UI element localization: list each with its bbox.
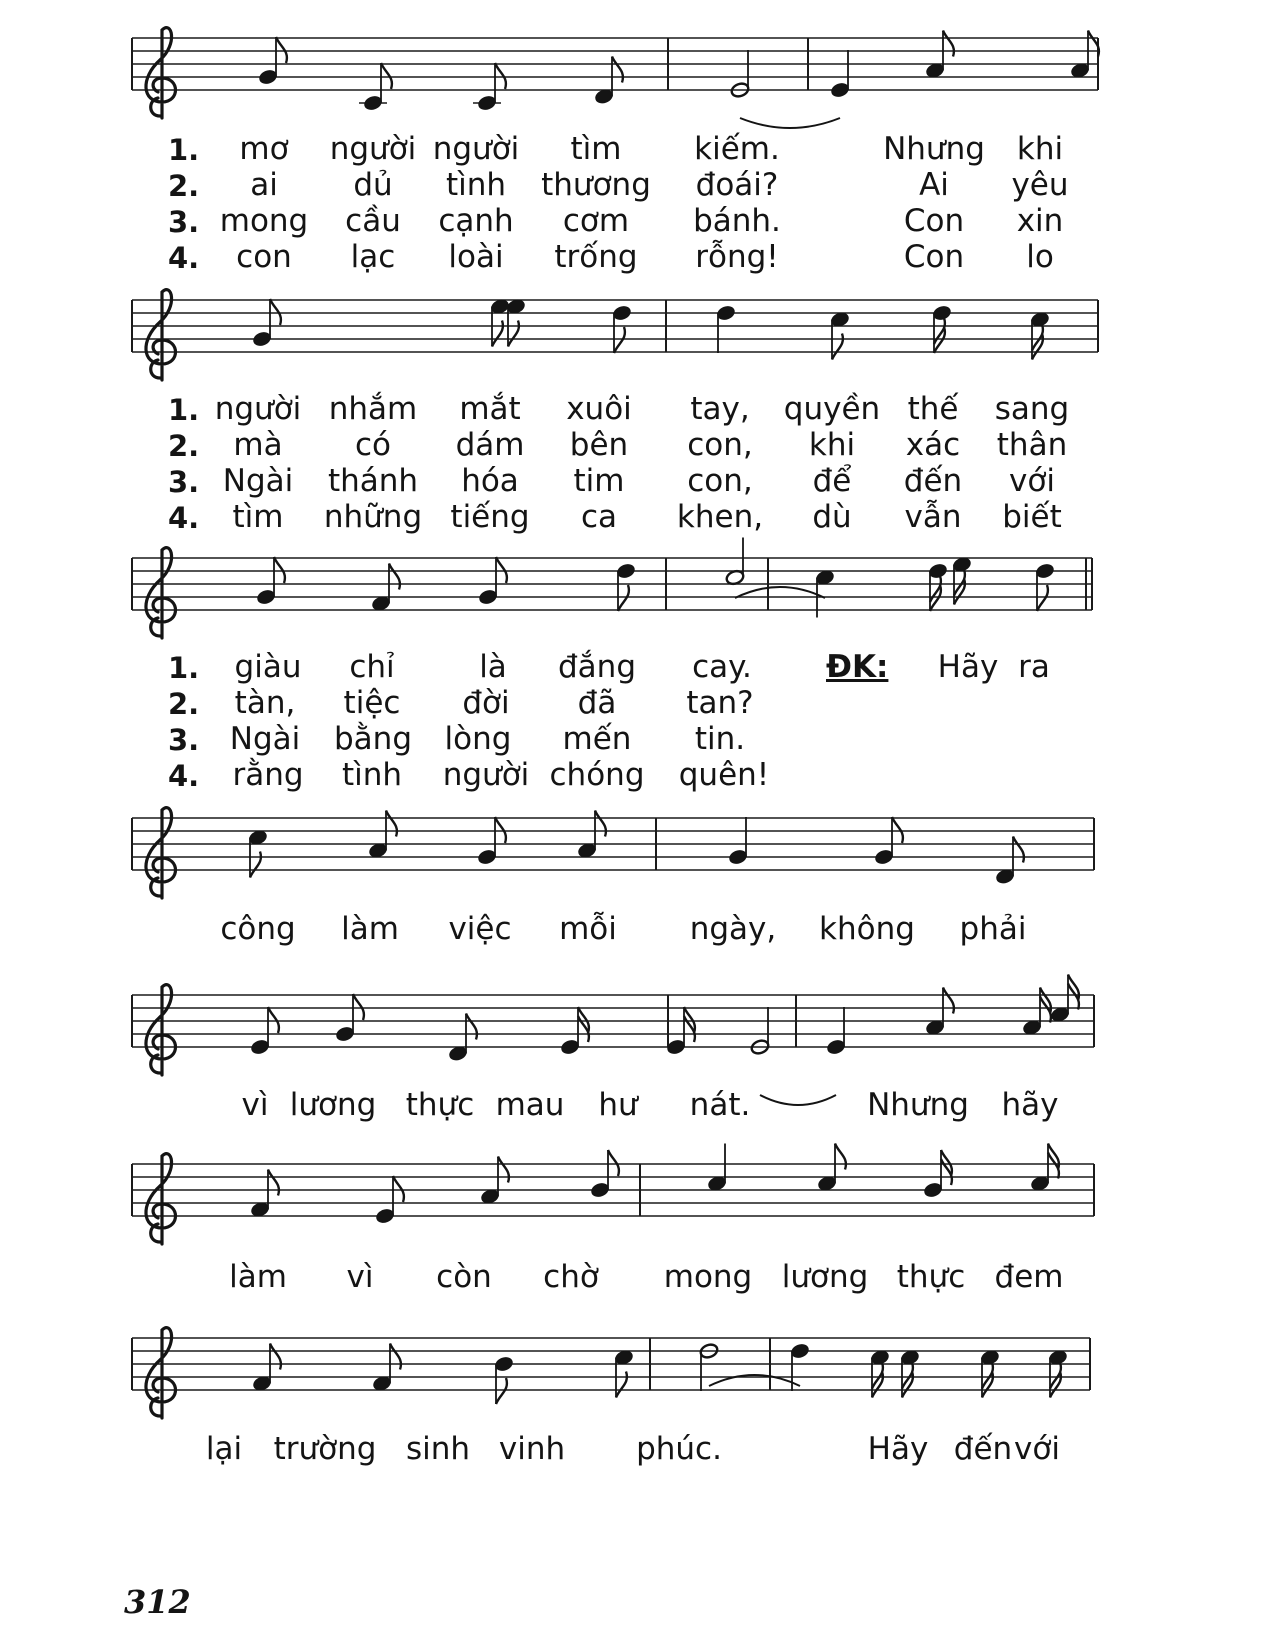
lyric-word: bánh. <box>693 203 781 239</box>
lyric-word: con, <box>687 463 753 499</box>
lyric-word: tình <box>341 757 403 793</box>
lyric-word: là <box>479 649 507 685</box>
lyric-word: với <box>1009 463 1055 499</box>
lyric-word: làm <box>341 911 399 947</box>
lyric-word: thực <box>405 1087 475 1123</box>
lyric-word: xuôi <box>566 391 632 427</box>
lyric-word: mỗi <box>559 911 617 947</box>
lyric-word: tan? <box>686 685 754 721</box>
lyric-word: để <box>812 463 852 499</box>
lyric-word: cay. <box>692 649 752 685</box>
lyric-word: khi <box>1016 131 1064 167</box>
lyric-word: người <box>214 391 302 427</box>
lyric-word: Ngài <box>222 463 294 499</box>
verse-number: 3. <box>168 465 200 499</box>
lyric-word: chỉ <box>349 649 395 685</box>
lyric-word: Con <box>903 239 965 275</box>
verse-number: 2. <box>168 687 200 721</box>
lyric-word: đến <box>903 463 963 499</box>
lyric-word: Ai <box>919 167 949 203</box>
lyric-word: tìm <box>232 499 284 535</box>
lyric-word: trường <box>273 1431 377 1467</box>
lyric-word: mau <box>495 1087 565 1123</box>
lyric-word: khen, <box>676 499 764 535</box>
lyric-word: Ngài <box>229 721 301 757</box>
verse-number: 3. <box>168 205 200 239</box>
lyric-word: việc <box>448 911 512 947</box>
lyric-word: vì <box>241 1087 269 1123</box>
verse-number: 4. <box>168 501 200 535</box>
lyric-word: người <box>432 131 520 167</box>
lyric-word: chóng <box>549 757 645 793</box>
lyric-word: kiếm. <box>694 131 780 167</box>
lyric-word: rằng <box>232 757 304 793</box>
verse-number: 3. <box>168 723 200 757</box>
lyric-word: chờ <box>543 1259 599 1295</box>
lyric-word: lương <box>781 1259 869 1295</box>
page-number: 312 <box>124 1583 191 1621</box>
lyric-word: lương <box>289 1087 377 1123</box>
lyric-word: ra <box>1018 649 1050 685</box>
verse-number: 2. <box>168 429 200 463</box>
lyric-word: vinh <box>498 1431 566 1467</box>
refrain-marker: ĐK: <box>826 649 889 685</box>
lyric-word: Hãy <box>937 649 999 685</box>
lyric-word: tim <box>573 463 625 499</box>
lyric-word: ca <box>580 499 618 535</box>
lyric-word: đoái? <box>695 167 779 203</box>
verse-number: 2. <box>168 169 200 203</box>
lyric-word: phúc. <box>636 1431 722 1467</box>
lyric-word: với <box>1014 1431 1060 1467</box>
lyric-word: những <box>323 499 423 535</box>
lyric-word: loài <box>448 239 504 275</box>
lyric-word: còn <box>436 1259 492 1295</box>
lyric-word: đã <box>577 685 617 721</box>
lyric-word: dám <box>455 427 525 463</box>
verse-number: 1. <box>168 393 200 427</box>
lyric-word: lo <box>1026 239 1054 275</box>
lyric-word: lòng <box>444 721 512 757</box>
lyric-word: con, <box>687 427 753 463</box>
lyric-word: lại <box>205 1431 243 1467</box>
lyric-word: người <box>442 757 530 793</box>
lyric-word: trống <box>554 239 638 275</box>
lyric-word: quyền <box>783 391 881 427</box>
lyric-word: vì <box>346 1259 374 1295</box>
lyric-word: tiếng <box>450 499 530 535</box>
lyric-word: phải <box>959 911 1027 947</box>
lyric-word: tin. <box>694 721 746 757</box>
lyric-word: tay, <box>690 391 750 427</box>
lyric-word: quên! <box>678 757 770 793</box>
lyric-word: có <box>354 427 392 463</box>
lyric-word: ngày, <box>689 911 777 947</box>
lyric-word: nát. <box>689 1087 751 1123</box>
lyric-word: thánh <box>327 463 419 499</box>
lyric-word: lạc <box>350 239 396 275</box>
lyric-word: biết <box>1002 499 1062 535</box>
lyric-word: cạnh <box>438 203 514 239</box>
lyric-word: tìm <box>570 131 622 167</box>
lyric-word: nhắm <box>328 391 418 427</box>
verse-number: 4. <box>168 241 200 275</box>
lyric-word: người <box>329 131 417 167</box>
lyric-word: dù <box>812 499 852 535</box>
lyric-word: mà <box>233 427 283 463</box>
lyric-word: Con <box>903 203 965 239</box>
lyric-word: đắng <box>558 649 636 685</box>
lyric-word: tiệc <box>343 685 401 721</box>
lyric-word: giàu <box>234 649 302 685</box>
lyric-word: thực <box>896 1259 966 1295</box>
lyric-word: bên <box>569 427 629 463</box>
lyric-word: hãy <box>1001 1087 1059 1123</box>
lyric-word: yêu <box>1011 167 1069 203</box>
lyric-word: ai <box>250 167 278 203</box>
lyric-word: thân <box>996 427 1068 463</box>
lyric-word: vẫn <box>904 499 962 535</box>
lyric-word: hư <box>598 1087 638 1123</box>
lyric-word: xác <box>905 427 961 463</box>
lyric-word: hóa <box>461 463 519 499</box>
lyric-word: sinh <box>405 1431 471 1467</box>
lyric-word: công <box>220 911 296 947</box>
lyric-word: đời <box>462 685 510 721</box>
lyric-word: mơ <box>239 131 289 167</box>
lyric-word: Nhưng <box>883 131 985 167</box>
verse-number: 1. <box>168 133 200 167</box>
lyric-word: bằng <box>334 721 412 757</box>
lyric-word: Hãy <box>867 1431 929 1467</box>
lyric-word: dủ <box>353 167 393 203</box>
lyric-word: đến <box>953 1431 1013 1467</box>
lyric-word: Nhưng <box>867 1087 969 1123</box>
lyric-word: thế <box>907 391 959 427</box>
lyric-word: làm <box>229 1259 287 1295</box>
verse-number: 1. <box>168 651 200 685</box>
lyric-word: cơm <box>562 203 630 239</box>
lyric-word: cầu <box>345 203 401 239</box>
lyric-word: mến <box>562 721 632 757</box>
lyric-word: mong <box>663 1259 753 1295</box>
lyric-word: xin <box>1016 203 1064 239</box>
lyric-word: đem <box>994 1259 1064 1295</box>
lyric-word: mắt <box>459 391 521 427</box>
lyric-word: khi <box>808 427 856 463</box>
lyric-word: thương <box>541 167 651 203</box>
lyric-word: không <box>819 911 915 947</box>
lyric-word: tàn, <box>234 685 296 721</box>
lyric-word: tình <box>445 167 507 203</box>
lyric-word: mong <box>219 203 309 239</box>
verse-number: 4. <box>168 759 200 793</box>
lyric-word: con <box>236 239 292 275</box>
lyric-word: sang <box>994 391 1070 427</box>
lyric-word: rỗng! <box>695 239 779 275</box>
